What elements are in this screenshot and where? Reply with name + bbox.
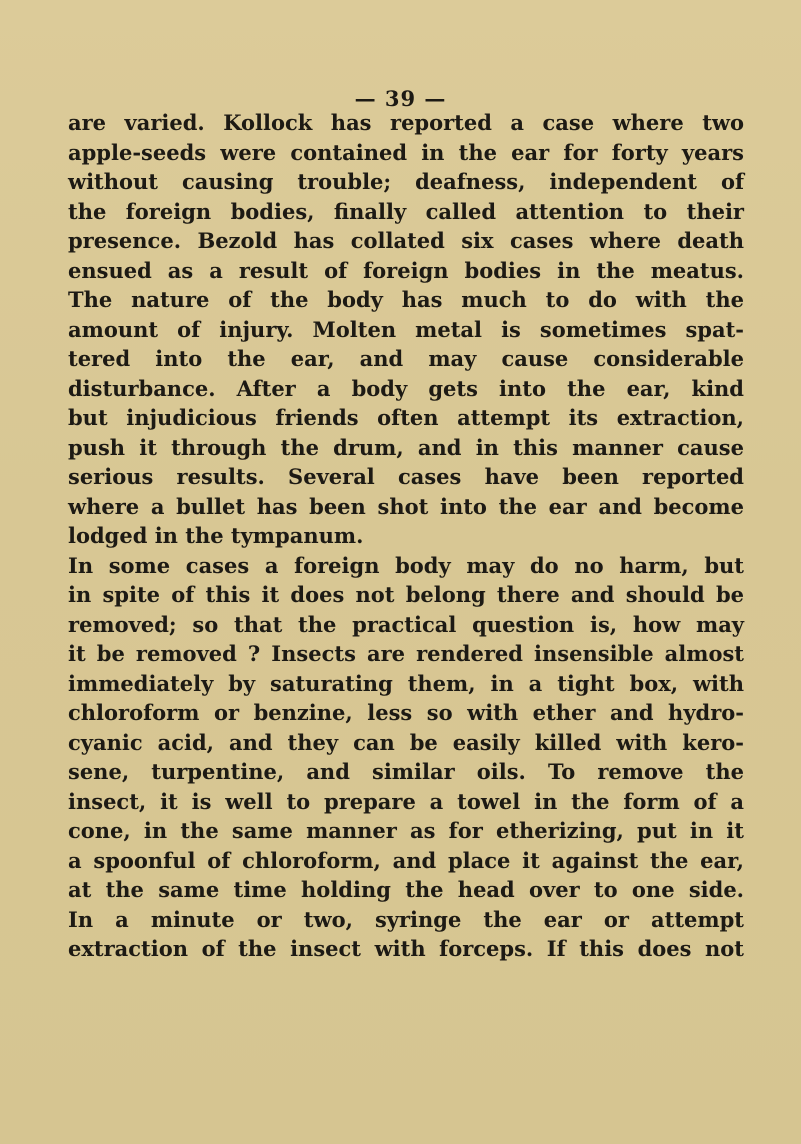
text-line: in spite of this it does not belong there and should be [68,582,744,607]
text-line: In a minute or two, syringe the ear or attempt [68,906,744,932]
text-line: The nature of the body has much to do with the [68,287,744,312]
text-line: ensued as a result of foreign bodies in the meatus. [68,257,744,283]
text-line: disturbance. After a body gets into the ear, kind [68,375,744,401]
text-line: removed; so that the practical question is, how may [68,611,744,637]
text-line: lodged in the tympanum. [68,523,364,548]
text-line: chloroform or benzine, less so with ether and hydro- [68,700,744,725]
text-line: amount of injury. Molten metal is sometimes spat- [68,316,744,342]
text-line: are varied. Kollock has reported a case where two [68,110,744,135]
page-number: — 39 — [354,86,447,111]
text-line: immediately by saturating them, in a tight box, with [68,670,744,696]
text-line: presence. Bezold has collated six cases where death [68,228,744,253]
text-line: where a bullet has been shot into the ear and become [68,493,744,519]
text-line: it be removed ? Insects are rendered insensible almost [68,641,744,666]
text-line: insect, it is well to prepare a towel in the form of a [68,788,744,814]
text-line: cone, in the same manner as for etherizing, put in it [68,818,744,843]
text-line: at the same time holding the head over to one side. [68,877,744,902]
text-line: but injudicious friends often attempt its extraction, [68,405,744,430]
text-line: push it through the drum, and in this manner cause [68,434,744,460]
text-line: apple-seeds were contained in the ear for forty years [68,139,744,165]
text-line: In some cases a foreign body may do no harm, but [68,552,744,578]
text-line: without causing trouble; deafness, independent of [68,169,744,194]
text-line: a spoonful of chloroform, and place it against the ear, [68,847,744,873]
text-line: serious results. Several cases have been reported [68,464,744,489]
text-line: tered into the ear, and may cause considerable [68,346,744,371]
text-line: extraction of the insect with forceps. If this does not [68,936,744,961]
text-line: the foreign bodies, finally called attention to their [68,198,744,224]
text-line: sene, turpentine, and similar oils. To remove the [68,759,744,784]
text-line: cyanic acid, and they can be easily killed with kero- [68,729,744,755]
body-text [68,108,744,964]
